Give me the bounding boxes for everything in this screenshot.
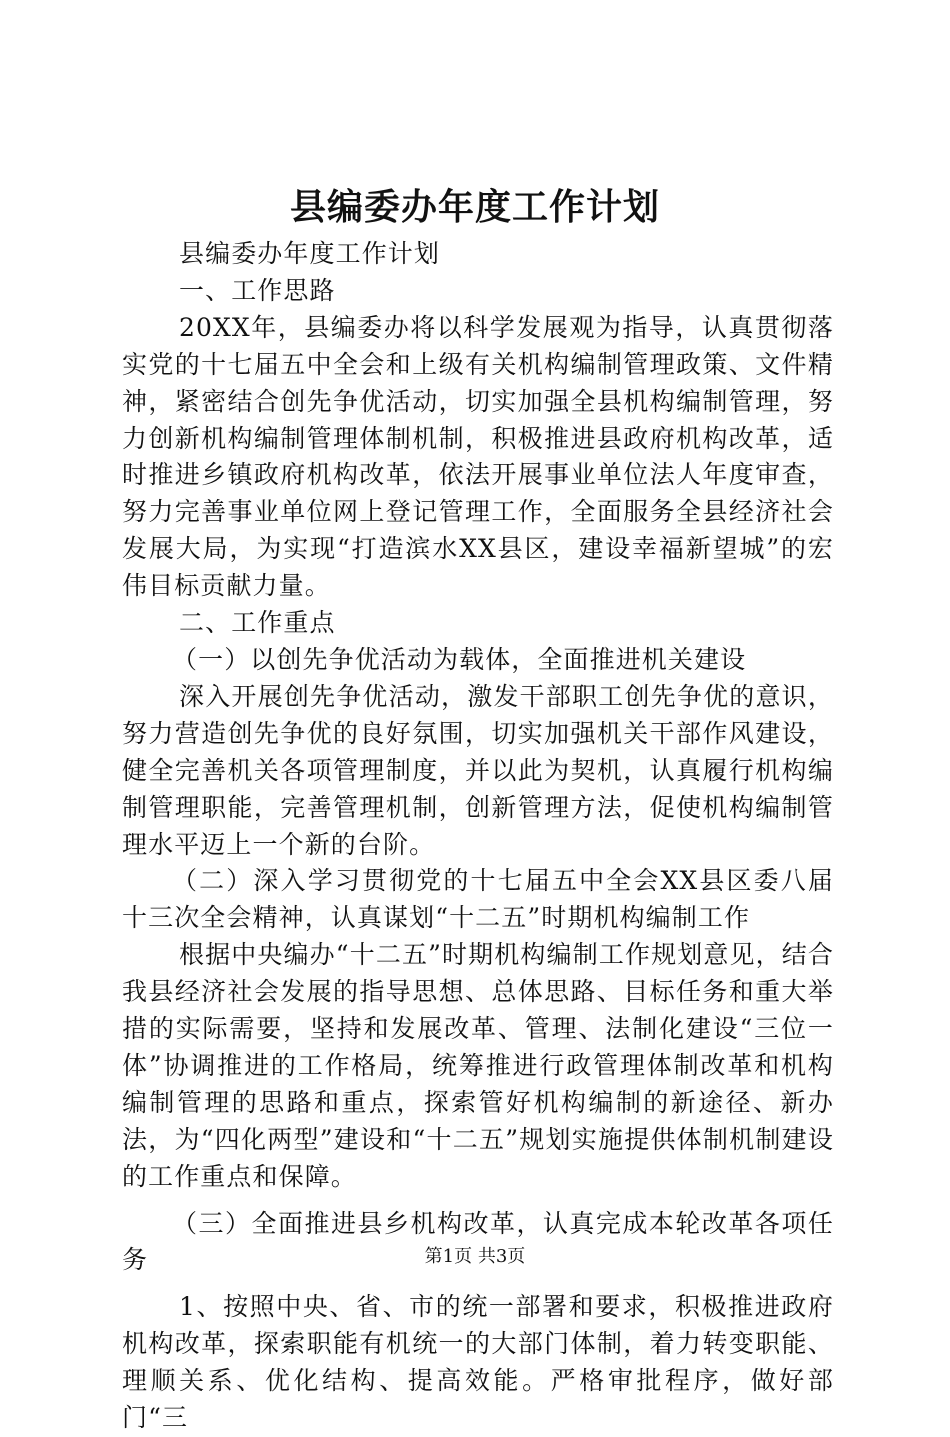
subheading-item-2: （二）深入学习贯彻党的十七届五中全会XX县区委八届十三次全会精神，认真谋划“十二五”时期机构编制工作: [122, 866, 834, 933]
heading-work-focus: 二、工作重点: [179, 608, 336, 638]
paragraph-item-1: 深入开展创先争优活动，激发干部职工创先争优的意识，努力营造创先争优的良好氛围，切实加强机关干部作风建设，健全完善机关各项管理制度，并以此为契机，认真履行机构编制管理职能，完善管理机制，创新管理方法，促使机构编制管理水平迈上一个新的台阶。: [122, 681, 834, 859]
subheading-item-3: （三）全面推进县乡机构改革，认真完成本轮改革各项任务: [122, 1208, 834, 1275]
page-footer: 第1页 共3页: [424, 1246, 526, 1267]
paragraph-subtitle: 县编委办年度工作计划: [179, 239, 441, 268]
document-title: 县编委办年度工作计划: [289, 187, 660, 228]
heading-work-ideas: 一、工作思路: [179, 275, 336, 305]
paragraph-item-2: 根据中央编办“十二五”时期机构编制工作规划意见，结合我县经济社会发展的指导思想、总体思路、目标任务和重大举措的实际需要，坚持和发展改革、管理、法制化建设“三位一体”协调推进的工作格局，统筹推进行政管理体制改革和机构编制管理的思路和重点，探索管好机构编制的新途径、新办法，为“四化两型”建设和“十二五”规划实施提供体制机制建设的工作重点和保障。: [122, 940, 834, 1191]
paragraph-work-ideas: 20XX年，县编委办将以科学发展观为指导，认真贯彻落实党的十七届五中全会和上级有关机构编制管理政策、文件精神，紧密结合创先争优活动，切实加强全县机构编制管理，努力创新机构编制管理体制机制，积极推进县政府机构改革，适时推进乡镇政府机构改革，依法开展事业单位法人年度审查，努力完善事业单位网上登记管理工作，全面服务全县经济社会发展大局，为实现“打造滨水XX县区，建设幸福新望城”的宏伟目标贡献力量。: [122, 312, 834, 601]
subheading-item-1: （一）以创先争优活动为载体，全面推进机关建设: [172, 644, 747, 674]
paragraph-item-3-point-1: 1、按照中央、省、市的统一部署和要求，积极推进政府机构改革，探索职能有机统一的大部门体制，着力转变职能、理顺关系、优化结构、提高效能。严格审批程序，做好部门“三: [122, 1292, 834, 1433]
